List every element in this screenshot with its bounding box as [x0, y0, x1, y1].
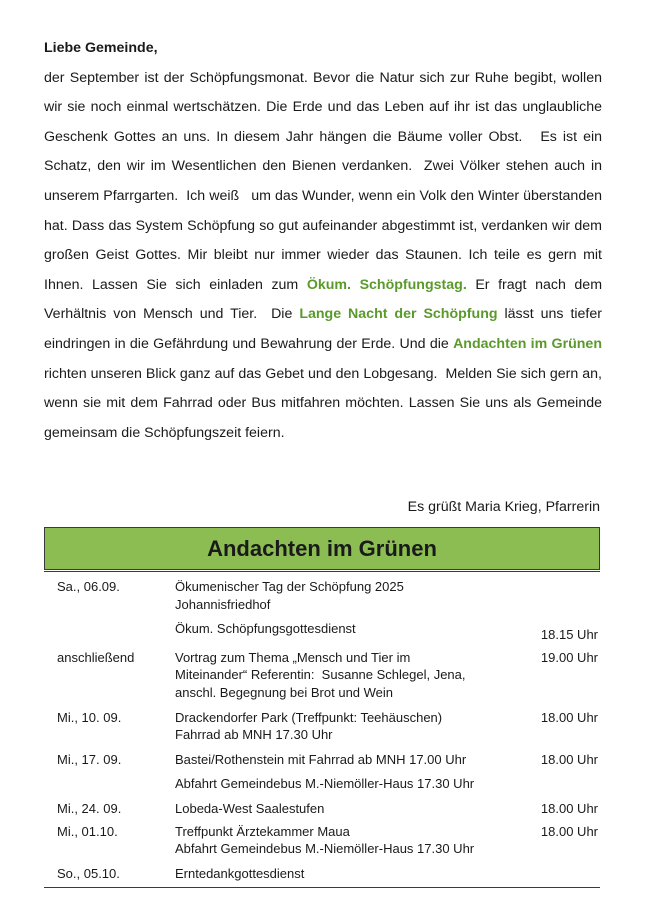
schedule-time: 19.00 Uhr: [540, 649, 598, 665]
schedule-desc: Lobeda-West Saalestufen: [175, 800, 325, 816]
schedule-desc-line: Abfahrt Gemeindebus M.-Niemöller-Haus 17.30 Uhr: [175, 841, 475, 857]
schedule-time: [521, 775, 600, 793]
schedule-time: [521, 578, 600, 613]
schedule-date: anschließend: [57, 649, 135, 665]
schedule-date: Mi., 10. 09.: [57, 709, 122, 725]
schedule-row: [44, 865, 600, 883]
schedule-desc: Bastei/Rothenstein mit Fahrrad ab MNH 17.00 Uhr: [175, 751, 467, 767]
schedule-desc: Erntedankgottesdienst: [175, 865, 305, 881]
divider-bottom: [44, 887, 600, 888]
schedule-row: [44, 649, 600, 702]
letter-greeting: Liebe Gemeinde,: [44, 40, 158, 56]
letter-text-1: der September ist der Schöpfungsmonat. Bevor die Natur sich zur Ruhe begibt, wollen wir sie noch einmal wertschätzen. Die Erde und das Leben auf ihr ist das unglaubliche Geschenk Gottes an uns. In diesem Jahr hängen die Bäume voller Obst. Es ist ein Schatz, den wir im Wesentlichen den Bienen verdanken. Zwei Völker stehen auch in unserem Pfarrgarten. Ich weiß um das Wunder, wenn ein Volk den Winter überstanden hat. Dass das System Schöpfung so gut aufeinander abgestimmt ist, verdanken wir dem großen Geist Gottes. Mir bleibt nur immer wieder das Staunen. Ich teile es gern mit Ihnen. Lassen Sie sich einladen zum: [44, 69, 602, 293]
schedule-time: [521, 865, 600, 883]
schedule-date: So., 05.10.: [57, 865, 120, 881]
schedule-time: 18.00 Uhr: [540, 800, 598, 816]
schedule-desc: Ökum. Schöpfungsgottesdienst: [175, 621, 356, 637]
schedule-desc-line: Fahrrad ab MNH 17.30 Uhr: [175, 727, 333, 743]
schedule-date: [44, 620, 175, 644]
schedule-desc: Vortrag zum Thema „Mensch und Tier im Miteinander“ Referentin: Susanne Schlegel, Jena, anschl. Begegnung bei Brot und Wein: [175, 649, 466, 700]
section-title: Andachten im Grünen: [207, 535, 437, 561]
schedule-date: Sa., 06.09.: [57, 579, 120, 594]
divider-top: [44, 571, 600, 572]
schedule-row: [44, 751, 600, 769]
highlight-lange-nacht: Lange Nacht der Schöpfung: [299, 306, 498, 323]
letter-text-2: Er fragt nach dem Verhältnis von Mensch und Tier. Die: [44, 276, 603, 323]
schedule-row: [44, 823, 600, 858]
schedule-row: [44, 800, 600, 818]
schedule-desc: [175, 823, 521, 858]
schedule-date: Mi., 17. 09.: [57, 751, 122, 767]
schedule-time: 18.00 Uhr: [540, 709, 598, 725]
highlight-andachten: Andachten im Grünen: [453, 335, 602, 352]
schedule-row: [44, 578, 600, 613]
schedule-time: 18.15 Uhr: [540, 627, 598, 643]
schedule-date: Mi., 01.10.: [57, 823, 118, 839]
schedule-time: 18.00 Uhr: [540, 823, 598, 839]
letter-body: [44, 34, 602, 448]
schedule-desc: Abfahrt Gemeindebus M.-Niemöller-Haus 17.30 Uhr: [175, 776, 475, 792]
schedule-desc-line: Johannisfriedhof: [175, 596, 271, 612]
schedule-desc-line: Treffpunkt Ärztekammer Maua: [175, 823, 350, 839]
highlight-oekum-schoepfungstag: Ökum. Schöpfungstag.: [306, 276, 467, 293]
letter-signature: Es grüßt Maria Krieg, Pfarrerin: [407, 499, 600, 515]
schedule-row: [44, 620, 600, 644]
schedule-desc-line: Ökumenischer Tag der Schöpfung 2025: [175, 579, 404, 594]
section-banner: [44, 527, 600, 570]
schedule-time: 18.00 Uhr: [540, 751, 598, 767]
schedule-table: [44, 574, 600, 882]
letter-text-3: lässt uns tiefer eindringen in die Gefährdung und Bewahrung der Erde. Und die: [44, 306, 602, 352]
schedule-row: [44, 775, 600, 793]
schedule-date: Mi., 24. 09.: [57, 800, 122, 816]
schedule-desc: [175, 578, 521, 613]
letter-text-4: richten unseren Blick ganz auf das Gebet und den Lobgesang. Melden Sie sich gern an, wenn sie mit dem Fahrrad oder Bus mitfahren möchten. Lassen Sie uns als Gemeinde gemeinsam die Schöpfungszeit feiern.: [44, 365, 602, 441]
schedule-row: [44, 709, 600, 744]
schedule-desc: [175, 709, 521, 744]
schedule-date: [44, 775, 175, 793]
schedule-desc-line: Drackendorfer Park (Treffpunkt: Teehäuschen): [175, 709, 443, 725]
